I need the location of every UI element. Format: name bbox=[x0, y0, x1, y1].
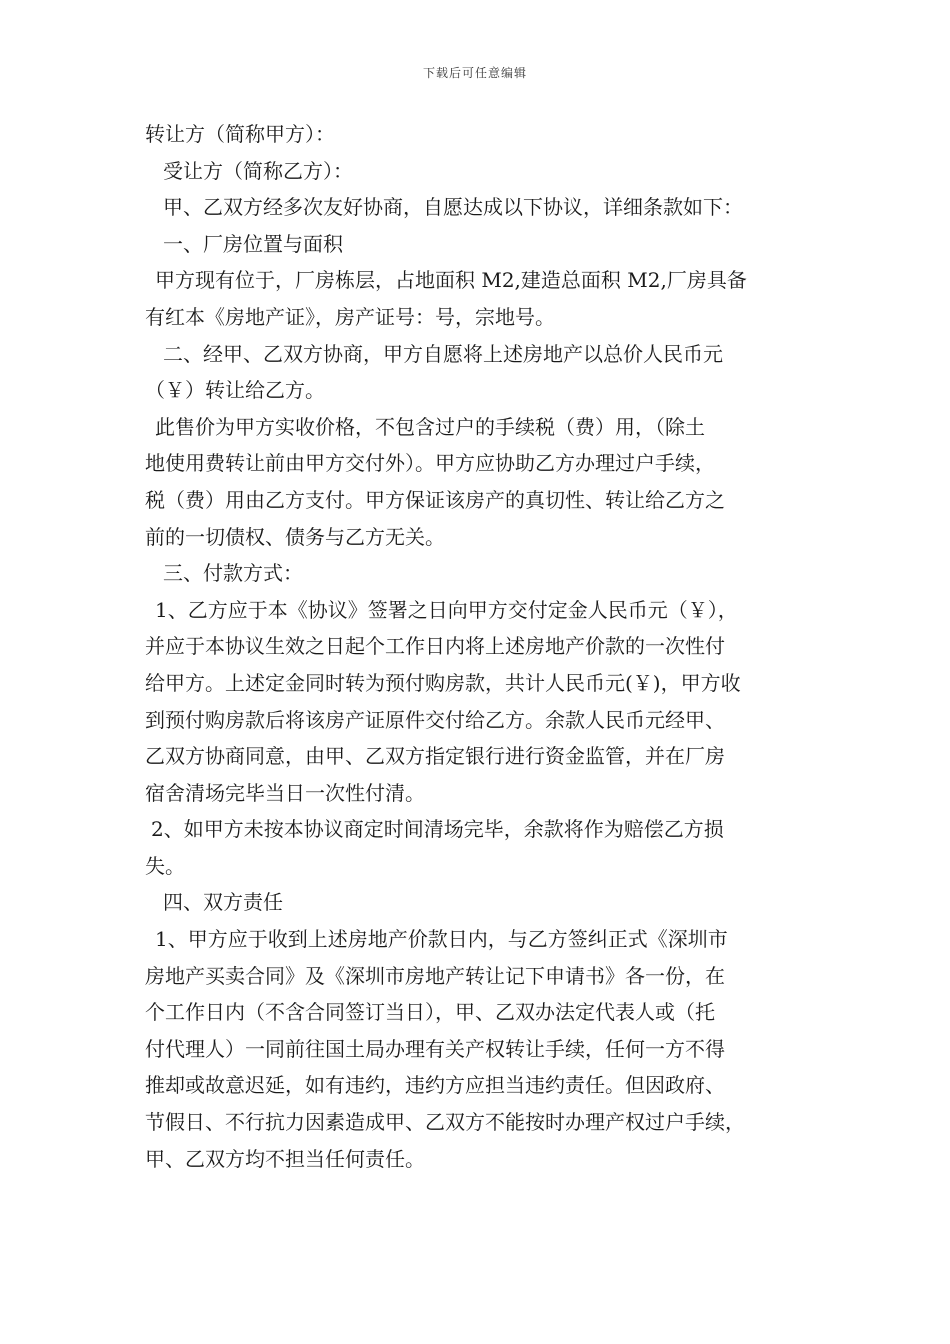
text-line: 乙双方协商同意，由甲、乙双方指定银行进行资金监管，并在厂房 bbox=[145, 744, 725, 769]
text-line: 并应于本协议生效之日起个工作日内将上述房地产价款的一次性付 bbox=[145, 634, 725, 659]
text-line: 节假日、不行抗力因素造成甲、乙双方不能按时办理产权过户手续， bbox=[145, 1110, 745, 1135]
text-line: （￥）转让给乙方。 bbox=[145, 378, 325, 403]
section-heading-price: 二、经甲、乙双方协商，甲方自愿将上述房地产以总价人民币元 bbox=[163, 341, 723, 366]
text-line: 2、如甲方未按本协议商定时间清场完毕，余款将作为赔偿乙方损 bbox=[151, 817, 724, 842]
section-heading-location-area: 一、厂房位置与面积 bbox=[163, 231, 343, 256]
page-header: 下载后可任意编辑 bbox=[422, 66, 527, 80]
text-line: 房地产买卖合同》及《深圳市房地产转让记下申请书》各一份，在 bbox=[145, 963, 725, 988]
text-line: 税（费）用由乙方支付。甲方保证该房产的真切性、转让给乙方之 bbox=[145, 487, 725, 512]
text-line: 1、甲方应于收到上述房地产价款日内，与乙方签纠正式《深圳市 bbox=[155, 927, 728, 952]
text-line: 个工作日内（不含合同签订当日），甲、乙双办法定代表人或（托 bbox=[145, 1000, 715, 1025]
text-line: 前的一切债权、债务与乙方无关。 bbox=[145, 524, 445, 549]
text-line: 到预付购房款后将该房产证原件交付给乙方。余款人民币元经甲、 bbox=[145, 707, 725, 732]
document-body bbox=[145, 116, 825, 1177]
text-line: 甲、乙双方均不担当任何责任。 bbox=[145, 1146, 425, 1171]
text-line: 有红本《房地产证》，房产证号：号，宗地号。 bbox=[145, 304, 555, 329]
text-line-agreement-intro: 甲、乙双方经多次友好协商，自愿达成以下协议，详细条款如下： bbox=[163, 195, 743, 220]
section-heading-responsibilities: 四、双方责任 bbox=[163, 890, 283, 915]
text-line: 推却或故意迟延，如有违约，违约方应担当违约责任。但因政府、 bbox=[145, 1073, 725, 1098]
text-line: 宿舍清场完毕当日一次性付清。 bbox=[145, 780, 425, 805]
text-line: 甲方现有位于，厂房栋层，占地面积 M2,建造总面积 M2,厂房具备 bbox=[155, 268, 747, 293]
text-line: 付代理人）一同前往国土局办理有关产权转让手续，任何一方不得 bbox=[145, 1036, 725, 1061]
text-line: 此售价为甲方实收价格，不包含过户的手续税（费）用，（除土 bbox=[155, 414, 705, 439]
text-line-transferor: 转让方（简称甲方）： bbox=[145, 122, 335, 146]
text-line: 1、乙方应于本《协议》签署之日向甲方交付定金人民币元（￥）， bbox=[155, 597, 738, 622]
text-line: 失。 bbox=[145, 853, 185, 878]
section-heading-payment: 三、付款方式： bbox=[163, 561, 303, 586]
text-line: 地使用费转让前由甲方交付外）。甲方应协助乙方办理过户手续， bbox=[145, 451, 715, 476]
text-line: 给甲方。上述定金同时转为预付购房款，共计人民币元(￥)，甲方收 bbox=[145, 670, 741, 695]
text-line-transferee: 受让方（简称乙方）： bbox=[163, 158, 353, 183]
